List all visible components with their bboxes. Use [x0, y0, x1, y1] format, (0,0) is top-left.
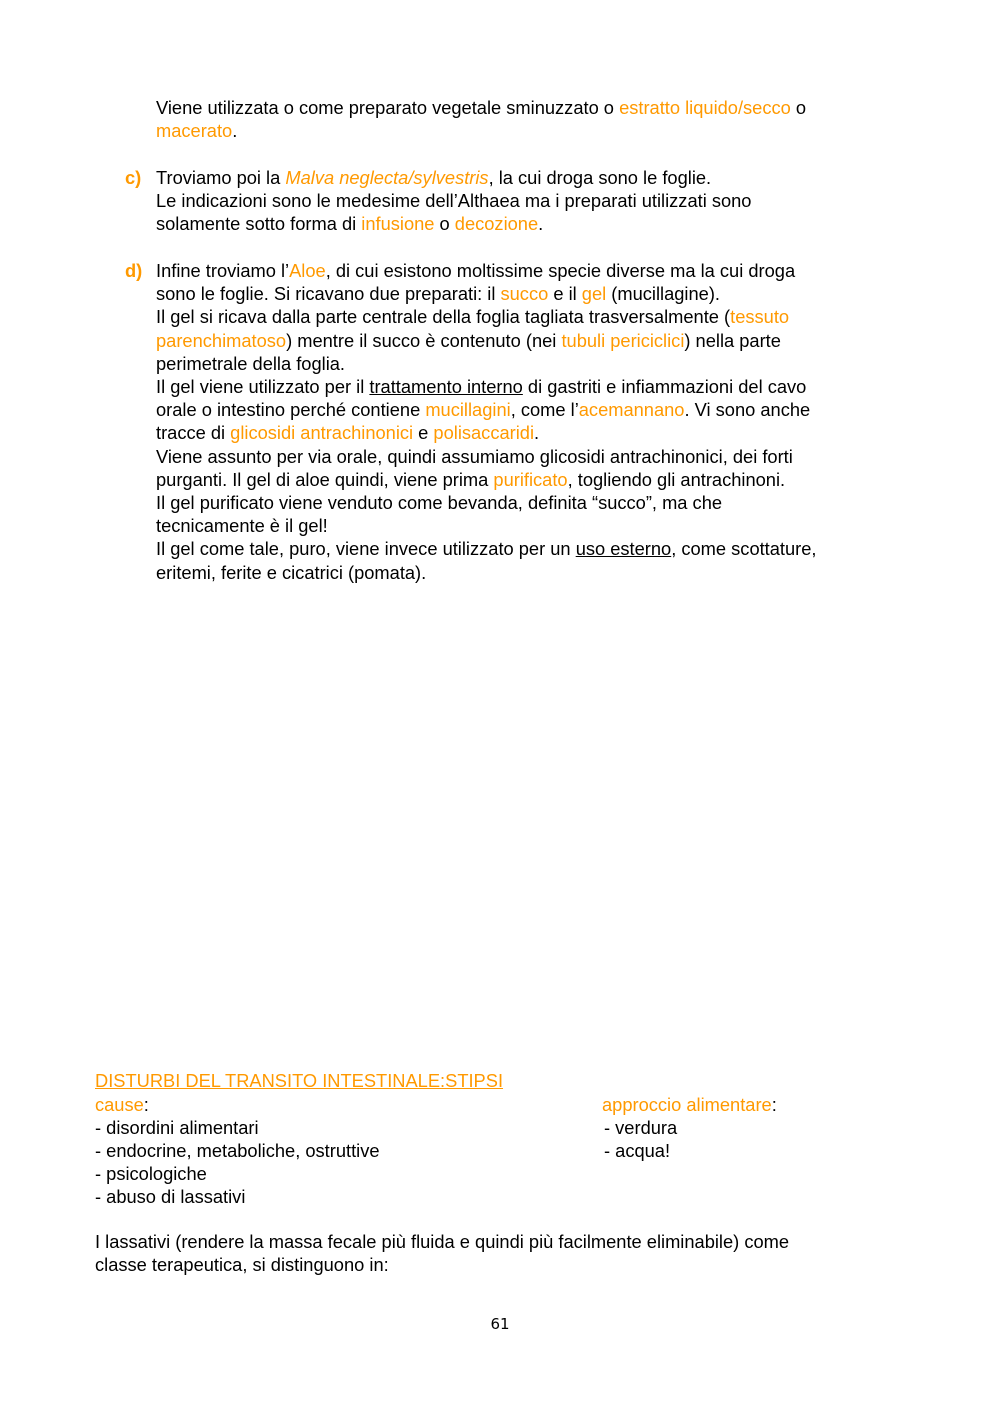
text: sono le foglie. Si ricavano due preparati: il	[156, 283, 501, 305]
highlight-term: decozione	[454, 213, 539, 235]
text: tracce di	[156, 422, 231, 444]
text: Troviamo poi la	[156, 167, 286, 188]
text: orale o intestino perché contiene	[156, 399, 426, 421]
text: o	[434, 213, 455, 235]
item-c-line-2: Le indicazioni sono le medesime dell’Althaea ma i preparati utilizzati sono	[156, 190, 752, 212]
text: solamente sotto forma di	[156, 213, 362, 235]
section-heading: DISTURBI DEL TRANSITO INTESTINALE:STIPSI	[95, 1070, 504, 1091]
text: e il	[548, 283, 582, 305]
text: .	[534, 422, 540, 444]
item-d-line-13	[156, 537, 896, 560]
text: di gastriti e infiammazioni del cavo	[522, 376, 807, 398]
text: Il gel viene utilizzato per il	[156, 376, 370, 398]
list-item-body	[156, 166, 896, 236]
highlight-term: parenchimatoso	[156, 329, 287, 351]
text: Il gel si ricava dalla parte centrale della foglia tagliata trasversalmente (	[156, 306, 731, 328]
item-d-line-8	[156, 421, 896, 444]
cause-item: - disordini alimentari	[95, 1117, 259, 1138]
item-d-line-9: Viene assunto per via orale, quindi assumiamo glicosidi antrachinonici, dei forti	[156, 445, 793, 467]
highlight-term: tubuli periciclici	[561, 329, 685, 351]
item-c-line-1	[156, 166, 896, 189]
item-d-line-10	[156, 468, 896, 491]
item-d-line-14: eritemi, ferite e cicatrici (pomata).	[156, 561, 427, 583]
intro-line-2	[156, 119, 896, 142]
text: purganti. Il gel di aloe quindi, viene prima	[156, 468, 494, 490]
highlight-term: succo	[500, 283, 549, 305]
approach-label-row	[602, 1093, 777, 1116]
highlight-term: acemannano	[578, 399, 685, 421]
underlined-term: trattamento interno	[369, 376, 523, 398]
item-c-line-3	[156, 212, 896, 235]
text: :	[771, 1094, 777, 1115]
text: , come scottature,	[671, 538, 817, 560]
text: .	[538, 213, 544, 235]
highlight-term: Aloe	[289, 260, 326, 281]
highlight-term: estratto liquido/secco	[619, 97, 791, 118]
item-d-line-3	[156, 305, 896, 328]
item-d-line-6	[156, 375, 896, 398]
item-d-line-12: tecnicamente è il gel!	[156, 515, 328, 537]
paragraph-line: I lassativi (rendere la massa fecale più fluida e quindi più facilmente eliminabile) come	[95, 1231, 790, 1252]
text: e	[413, 422, 434, 444]
list-item-body	[156, 259, 896, 584]
cause-item: - psicologiche	[95, 1163, 207, 1184]
highlight-term: infusione	[361, 213, 435, 235]
highlight-term: mucillagini	[425, 399, 511, 421]
item-d-line-2	[156, 282, 896, 305]
list-marker: c)	[125, 167, 142, 188]
text: (mucillagine).	[606, 283, 720, 305]
cause-item: - abuso di lassativi	[95, 1186, 246, 1207]
highlight-term: gel	[581, 283, 607, 305]
item-d-line-5: perimetrale della foglia.	[156, 352, 346, 374]
text: Il gel come tale, puro, viene invece utilizzato per un	[156, 538, 576, 560]
text: . Vi sono anche	[684, 399, 811, 421]
list-marker: d)	[125, 260, 143, 281]
highlight-term: polisaccaridi	[433, 422, 535, 444]
text: ) mentre il succo è contenuto (nei	[286, 329, 562, 351]
approach-label: approccio alimentare	[602, 1094, 772, 1115]
text: :	[143, 1094, 149, 1115]
cause-label-row	[95, 1093, 149, 1116]
intro-line-1	[156, 96, 896, 119]
text: Viene utilizzata o come preparato vegetale sminuzzato o	[156, 97, 620, 118]
text: , di cui esistono moltissime specie diverse ma la cui droga	[325, 260, 796, 281]
item-d-line-1	[156, 259, 896, 282]
text: .	[232, 120, 238, 142]
highlight-term: glicosidi antrachinonici	[230, 422, 414, 444]
approach-item: - verdura	[604, 1117, 678, 1138]
approach-item: - acqua!	[604, 1140, 671, 1161]
text: ) nella parte	[684, 329, 781, 351]
underlined-term: uso esterno	[575, 538, 672, 560]
text: o	[790, 97, 807, 118]
text: , come l’	[510, 399, 579, 421]
item-d-line-4	[156, 329, 896, 352]
paragraph-line: classe terapeutica, si distinguono in:	[95, 1254, 389, 1275]
page-number: 61	[490, 1315, 510, 1333]
highlight-term: Malva neglecta/sylvestris	[285, 167, 489, 188]
cause-item: - endocrine, metaboliche, ostruttive	[95, 1140, 380, 1161]
item-d-line-7	[156, 398, 896, 421]
highlight-term: macerato	[156, 120, 233, 142]
intro-paragraph	[156, 96, 896, 142]
text: , togliendo gli antrachinoni.	[567, 468, 786, 490]
highlight-term: tessuto	[730, 306, 790, 328]
text: Infine troviamo l’	[156, 260, 290, 281]
item-d-line-11: Il gel purificato viene venduto come bevanda, definita “succo”, ma che	[156, 492, 723, 514]
text: , la cui droga sono le foglie.	[488, 167, 712, 188]
highlight-term: purificato	[493, 468, 568, 490]
cause-label: cause	[95, 1094, 144, 1115]
